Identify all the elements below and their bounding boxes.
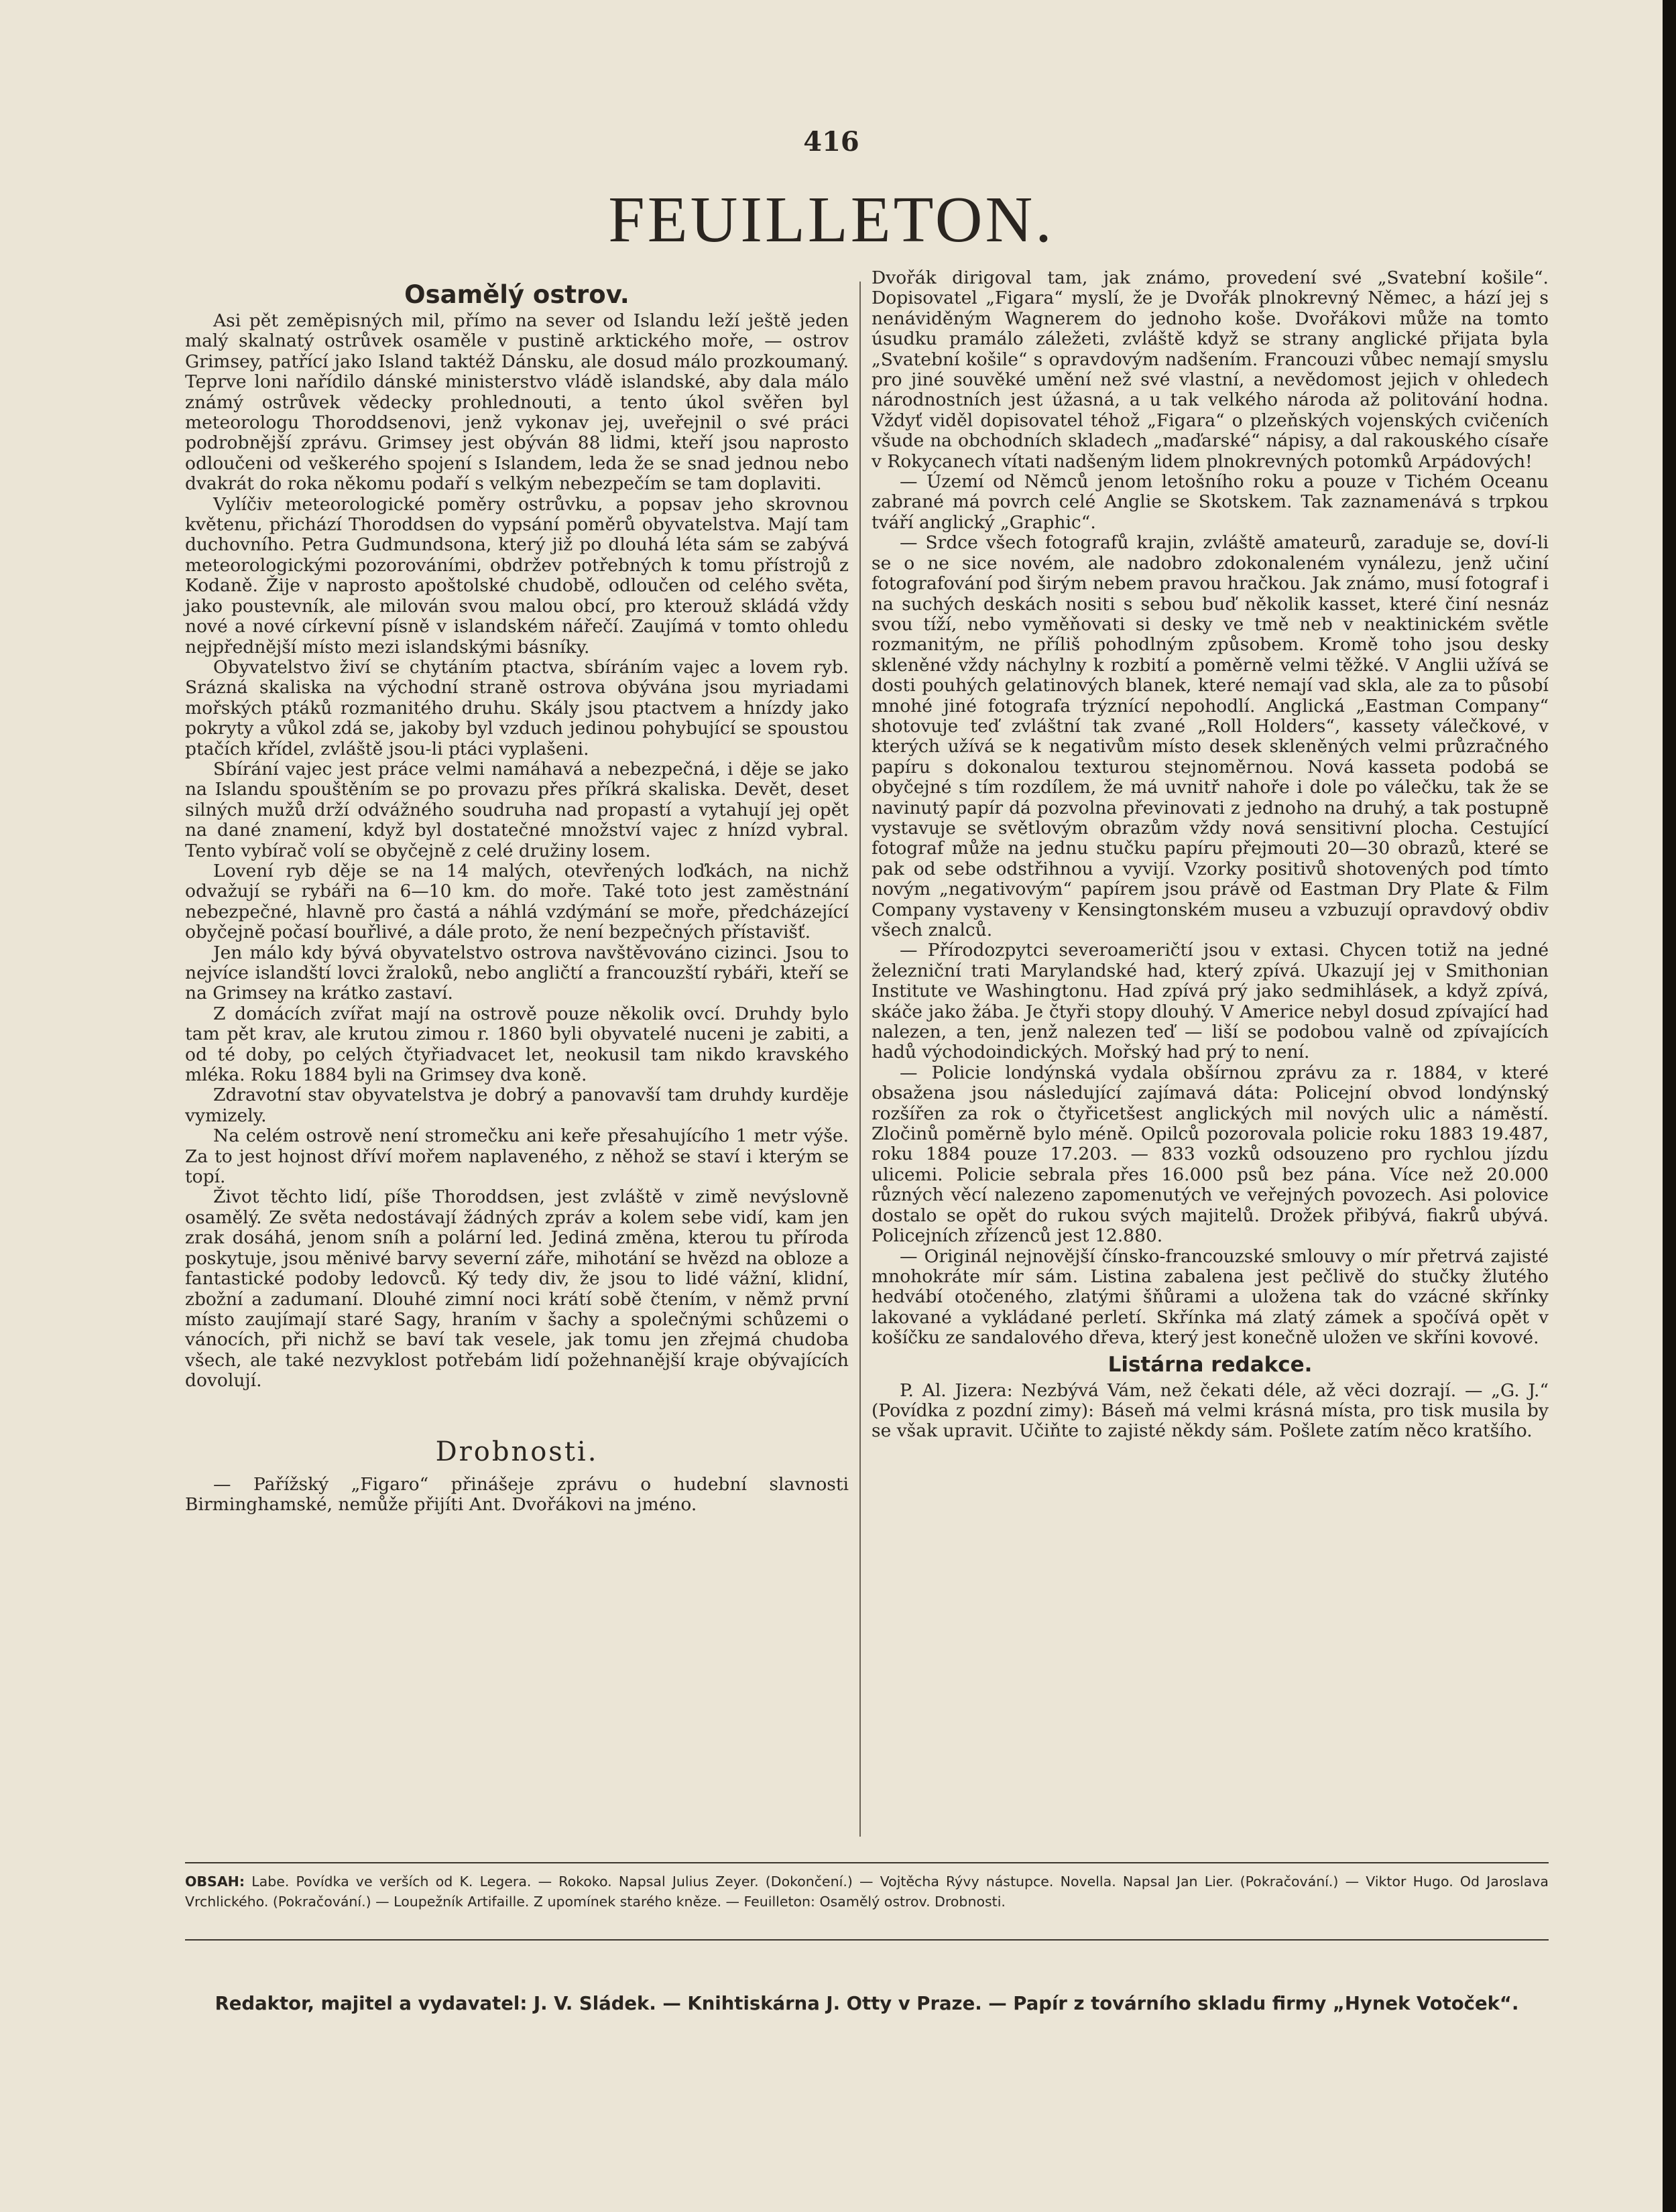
article-paragraph: Z domácích zvířat mají na ostrově pouze několik ovcí. Druhdy bylo tam pět krav, ale krutou zimou r. 1860 byli obyvatelé nuceni je zabiti, a od té doby, po celých čtyřiadvacet let, neokusil tam nikdo kravského mléka. Roku 1884 byli na Grimsey dva koně. (185, 1003, 849, 1086)
article-paragraph: Život těchto lidí, píše Thoroddsen, jest zvláště v zimě nevýslovně osamělý. Ze světa nedostávají žádných zpráv a kolem sebe vidí, kam jen zrak dosáhá, jenom sníh a polární led. Jediná změna, kterou tu příroda poskytuje, jsou měnivé barvy severní záře, mihotání se hvězd na obloze a fantastické podoby ledovců. Ký tedy div, že jsou to lidé vážní, klidní, zbožní a zadumaní. Dlouhé zimní noci krátí sobě čtením, v němž první místo zaujímají staré Sagy, hraním v šachy a společnými schůzemi o vánocích, při nichž se baví tak vesele, jak tomu jen zřejmá chudoba všech, ale také nezvyklost potřebám lidí požehnanější kraje obývajících dovolují. (185, 1186, 849, 1392)
article-paragraph: Obyvatelstvo živí se chytáním ptactva, sbíráním vajec a lovem ryb. Srázná skaliska na východní straně ostrova obývána jsou myriadami mořských ptáků rozmanitého druhu. Skály jsou ptactvem a hnízdy jako pokryty a vůkol zdá se, jakoby byl vzduch jedinou pohybující se spoustou ptačích křídel, zvláště jsou-li ptáci vyplašeni. (185, 656, 849, 759)
contents-text: Labe. Povídka ve verších od K. Legera. — Rokoko. Napsal Julius Zeyer. (Dokončení.) — Vojtěcha Rývy nástupce. Novella. Napsal Jan Lier. (Pokračování.) — Viktor Hugo. Od Jaroslava Vrchlického. (Pokračování.) — Loupežník Artifaille. Z upomínek starého kněze. — Feuilleton: Osamělý ostrov. Drobnosti. (185, 1873, 1549, 1910)
column-divider (859, 282, 861, 1837)
contents-label: OBSAH: (185, 1873, 245, 1890)
article-paragraph: Vylíčiv meteorologické poměry ostrůvku, a popsav jeho skrovnou květenu, přichází Thoroddsen do vypsání poměrů obyvatelstva. Mají tam duchovního. Petra Gudmundsona, který již po dlouhá léta sám se zabývá meteorologickými pozorováními, obdržev potřebných k tomu přístrojů z Kodaně. Žije v naprosto apoštolské chudobě, odloučen od celého světa, jako poustevník, ale milován svou malou obcí, pro kterouž skládá vždy nové a nové církevní písně v islandském nářečí. Zaujímá v tomto ohledu nejpřednější místo mezi islandskými básníky. (185, 493, 849, 658)
drobnosti-paragraph: Dvořák dirigoval tam, jak známo, provedení své „Svatební košile“. Dopisovatel „Figara“ myslí, že je Dvořák plnokrevný Němec, a hází jej s nenáviděným Wagnerem do jednoho koše. Dvořákovi může na tomto úsudku pramálo záležeti, zvláště když se strany anglické přijata byla „Svatební košile“ s opravdovým nadšením. Francouzi vůbec nemají smyslu pro jiné souvěké umění než své vlastní, a nevědomost jejich v ohledech národnostních jest úžasná, a u tak velkého národa až politování hodna. Vždyť viděl dopisovatel téhož „Figara“ o plzeňských vojenských cvičeních všude na obchodních skladech „maďarské“ nápisy, a dal rakouského císaře v Rokycanech vítati nadšeným lidem plnokrevných potomků Arpádových! (872, 267, 1549, 472)
article-paragraph: Asi pět zeměpisných mil, přímo na sever od Islandu leží ještě jeden malý skalnatý ostrůvek osaměle v pustině arktického moře, — ostrov Grimsey, patřící jako Island taktéž Dánsku, ale dosud málo prozkoumaný. Teprve loni nařídilo dánské ministerstvo vládě islandské, aby dala málo známý ostrůvek vědecky prohlednouti, a tento úkol svěřen byl meteorologu Thoroddsenovi, jenž vykonav jej, uveřejnil o své práci podrobnější zprávu. Grimsey jest obýván 88 lidmi, kteří jsou naprosto odloučeni od veškerého spojení s Islandem, leda že se snad jednou nebo dvakrát do roka někomu podaří s velkým nebezpečím se tam doplaviti. (185, 310, 849, 495)
drobnosti-paragraph: — Pařížský „Figaro“ přinášeje zprávu o hudební slavnosti Birminghamské, nemůže přijíti Ant. Dvořákovi na jméno. (185, 1473, 849, 1515)
article-paragraph: Lovení ryb děje se na 14 malých, otevřených loďkách, na nichž odvažují se rybáři na 6—10 km. do moře. Také toto jest zaměstnání nebezpečné, hlavně pro častá a náhlá vzdýmání se moře, předcházející obyčejně počasí bouřlivé, a dále proto, že není bezpečných přístavišť. (185, 860, 849, 943)
article-paragraph: Jen málo kdy bývá obyvatelstvo ostrova navštěvováno cizinci. Jsou to nejvíce islandští lovci žraloků, nebo angličtí a francouzští rybáři, kteří se na Grimsey na krátko zastaví. (185, 942, 849, 1004)
page-number: 416 (803, 126, 859, 158)
drobnosti-paragraph: — Srdce všech fotografů krajin, zvláště amateurů, zaraduje se, doví-li se o ne sice novém, ale nadobro zdokonaleném vynálezu, jenž učiní fotografování pod širým nebem pravou hračkou. Jak známo, musí fotograf i na suchých deskách nositi s sebou buď několik kasset, které činí nesnáz svou tíží, nebo vyměňovati si desky ve tmě neb v neaktinickém světle rozmanitým, ne příliš pohodlným způsobem. Kromě toho jsou desky skleněné vždy náchylny k rozbití a poměrně velmi těžké. V Anglii užívá se dosti pouhých gelatinových blanek, které nemají vad skla, ale za to působí mnohé jiné fotografa trýznící nepohodlí. Anglická „Eastman Company“ shotovuje teď zvláštní tak zvané „Roll Holders“, kassety válečkové, v kterých užívá se k negativům místo desek skleněných velmi průzračného papíru s dokonalou texturou stejnoměrnou. Nová kasseta podobá se obyčejné s tím rozdílem, že má uvnitř nahoře i dole po válečku, tak že se navinutý papír dá pozvolna převinovati z jednoho na druhý, a tak postupně vystavuje se světlovým obrazům vždy nová sensitivní plocha. Cestující fotograf může na jednu stučku papíru přejmouti 20—30 obrazů, které se pak od sebe odstřihnou a vyvijí. Vzorky positivů shotovených pod tímto novým „negativovým“ papírem jsou právě od Eastman Dry Plate & Film Company vystaveny v Kensingtonském museu a vzbuzují opravdový obdiv všech znalců. (872, 532, 1549, 940)
imprint-footer: Redaktor, majitel a vydavatel: J. V. Sládek. — Knihtiskárna J. Otty v Praze. — Papír z továrního skladu firmy „Hynek Votoček“. (215, 1993, 1519, 2014)
drobnosti-paragraph: — Originál nejnovější čínsko-francouzské smlouvy o mír přetrvá zajisté mnohokráte mír sám. Listina zabalena jest pečlivě do stučky žlutého hedvábí otočeného, zlatými šňůrami a uložena tak do vzácné skřínky lakované a vykládané perletí. Skřínka má zlatý zámek a spočívá opět v košíčku ze sandalového dřeva, který jest konečně uložen ve skříni kovové. (872, 1245, 1549, 1349)
listarna-text: P. Al. Jizera: Nezbývá Vám, než čekati déle, až věci dozrají. — „G. J.“ (Povídka z pozdní zimy): Báseň má velmi krásná místa, pro tisk musila by se však upravit. Učiňte to zajisté někdy sám. Pošlete zatím něco kratšího. (872, 1379, 1549, 1442)
article-paragraph: Zdravotní stav obyvatelstva je dobrý a panovavší tam druhdy kurděje vymizely. (185, 1085, 849, 1126)
contents-bottom-rule (185, 1939, 1549, 1941)
left-column (185, 268, 849, 1515)
drobnosti-paragraph: — Policie londýnská vydala obšírnou zprávu za r. 1884, v které obsažena jsou následující zajímavá dáta: Policejní obvod londýnský rozšířen za rok o čtyřicetšest anglických mil nových ulic a náměstí. Zločinů poměrně bylo méně. Opilců pozorovala policie roku 1883 19.487, roku 1884 pouze 17.203. — 833 vozků odsouzeno pro rychlou jízdu ulicemi. Policie sebrala přes 16.000 psů bez pána. Více než 20.000 různých věcí nalezeno zapomenutých ve veřejných povozech. Asi polovice dostalo se opět do rukou svých majitelů. Drožek přibývá, fiakrů ubývá. Policejních zřízenců jest 12.880. (872, 1062, 1549, 1247)
section-title: FEUILLETON. (608, 184, 1055, 256)
drobnosti-paragraph: — Přírodozpytci severoameričtí jsou v extasi. Chycen totiž na jedné železniční trati Marylandské had, který zpívá. Ukazují jej v Smithonian Institute ve Washingtonu. Had zpívá prý jako sedmihlásek, a když zpívá, skáče jako žába. Je čtyři stopy dlouhý. V Americe nebyl dosud zpívající had nalezen, a ten, jenž nalezen teď — liší se podobou valně od zpívajících hadů východoindických. Mořský had prý to není. (872, 940, 1549, 1063)
article-paragraph: Na celém ostrově není stromečku ani keře přesahujícího 1 metr výše. Za to jest hojnost dříví mořem naplaveného, z něhož se staví i kterým se topí. (185, 1125, 849, 1188)
drobnosti-heading: Drobnosti. (435, 1436, 599, 1467)
drobnosti-paragraph: — Území od Němců jenom letošního roku a pouze v Tichém Oceanu zabrané má povrch celé Anglie se Skotskem. Tak zaznamenává s trpkou tváří anglický „Graphic“. (872, 471, 1549, 533)
article-heading: Osamělý ostrov. (404, 280, 630, 309)
contents-block (185, 1871, 1549, 1912)
listarna-heading: Listárna redakce. (1108, 1352, 1313, 1377)
contents-top-rule (185, 1862, 1549, 1863)
page-edge-shadow (1663, 0, 1676, 2212)
article-paragraph: Sbírání vajec jest práce velmi namáhavá a nebezpečná, i děje se jako na Islandu spouštěním se po provazu přes příkrá skaliska. Devět, deset silných mužů drží odvážného soudruha nad propastí a vytahují jej opět na dané znamení, když byl dostatečné množství vajec z hnízd vybral. Tento vybírač volí se obyčejně z celé družiny losem. (185, 758, 849, 861)
right-column (872, 268, 1549, 1442)
